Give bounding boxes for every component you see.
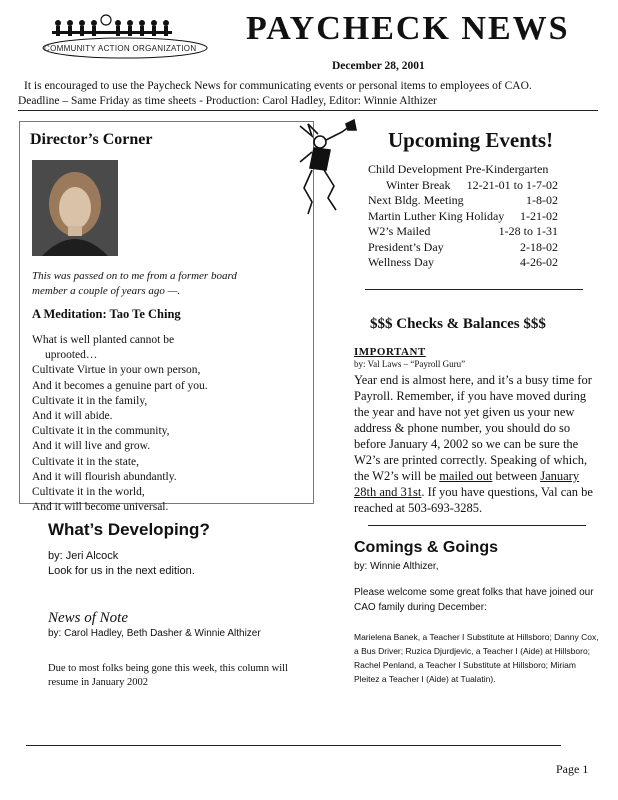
deadline-line: Deadline – Same Friday as time sheets - Production: Carol Hadley, Editor: Winnie Althizer <box>18 95 437 107</box>
header-rule <box>18 110 598 111</box>
whats-developing-heading: What’s Developing? <box>48 520 210 539</box>
issue-date: December 28, 2001 <box>332 60 425 72</box>
jester-trumpet-icon <box>290 118 360 218</box>
event-name: Next Bldg. Meeting <box>368 193 464 207</box>
checks-balances-heading: $$$ Checks & Balances $$$ <box>370 316 546 332</box>
poem-line: Cultivate it in the state, <box>32 455 139 468</box>
poem-line: And it will become universal. <box>32 501 169 514</box>
mailed-out-text: mailed out <box>439 469 493 483</box>
event-row <box>368 224 558 240</box>
comings-goings-intro: Please welcome some great folks that have joined our CAO family during December: <box>354 587 594 613</box>
event-row <box>368 193 558 209</box>
newsletter-title: PAYCHECK NEWS <box>246 10 570 47</box>
checks-text: between <box>492 469 541 483</box>
poem-line: Cultivate Virtue in your own person, <box>32 364 201 377</box>
checks-byline: by: Val Laws – “Payroll Guru” <box>354 359 466 369</box>
photo-caption: This was passed on to me from a former board member a couple of years ago —. <box>32 270 237 297</box>
event-name: Martin Luther King Holiday <box>368 208 505 223</box>
event-date: 1-21-02 <box>520 208 558 223</box>
checks-text: Year end is almost here, and it’s a busy time for Payroll. Remember, if you have moved during the year and have not yet given us your new address & phone number, you should do so before January 4, 2002 so we can be sure the W2’s are printed correctly. Speaking of which, the W2’s will be <box>354 373 592 483</box>
checks-text: . If you have questions, Val can be reached at 503-693-3285. <box>354 485 593 515</box>
poem-line: And it will abide. <box>32 410 113 423</box>
event-row <box>368 240 558 256</box>
w2-dates: January 28th and 31st <box>354 469 580 499</box>
event-date: 4-26-02 <box>520 255 558 269</box>
directors-corner-heading: Director’s Corner <box>30 131 153 148</box>
comings-goings-byline: by: Winnie Althizer, <box>354 561 439 572</box>
event-date: 12-21-01 to 1-7-02 <box>466 177 558 192</box>
event-date: 1-8-02 <box>526 193 558 207</box>
important-label: IMPORTANT <box>354 346 426 358</box>
whats-developing-byline: by: Jeri Alcock <box>48 550 119 562</box>
events-list <box>368 162 558 271</box>
event-row <box>368 178 558 194</box>
page-number: Page 1 <box>556 762 589 776</box>
news-of-note-byline: by: Carol Hadley, Beth Dasher & Winnie Althizer <box>48 628 261 639</box>
poem-line: Cultivate it in the community, <box>32 425 170 438</box>
header-note: It is encouraged to use the Paycheck News for communicating events or personal items to employees of CAO. <box>24 80 532 92</box>
poem-line: uprooted… <box>45 349 98 362</box>
meditation-poem <box>32 333 208 515</box>
event-row <box>368 162 558 178</box>
event-date: 2-18-02 <box>520 239 558 254</box>
cao-logo-figures <box>40 14 210 60</box>
new-employee-list: Marielena Banek, a Teacher I Substitute at Hillsboro; Danny Cox, a Bus Driver; Ruzica Djurdjevic, a Teacher I (Aide) at Hillsboro; Rachel Penland, a Teacher I Substitute at Hillsboro; Miriam Pleitez a Teacher I (Aide) at Tualatin). <box>354 632 599 684</box>
news-of-note-heading: News of Note <box>48 610 129 626</box>
event-name: President’s Day <box>368 239 444 254</box>
checks-body <box>354 372 594 516</box>
events-divider <box>365 289 583 290</box>
event-row <box>368 209 558 225</box>
event-name: Winter Break <box>386 177 451 192</box>
whats-developing-text: Look for us in the next edition. <box>48 565 195 577</box>
poem-line: Cultivate it in the world, <box>32 486 145 499</box>
checks-divider <box>368 525 586 526</box>
poem-line: Cultivate it in the family, <box>32 394 148 407</box>
comings-goings-heading: Comings & Goings <box>354 539 498 556</box>
news-of-note-text: Due to most folks being gone this week, this column will resume in January 2002 <box>48 663 289 688</box>
poem-line: And it will live and grow. <box>32 440 151 453</box>
poem-line: And it becomes a genuine part of you. <box>32 379 208 392</box>
poem-line: What is well planted cannot be <box>32 334 175 346</box>
upcoming-events-heading: Upcoming Events! <box>388 128 554 152</box>
meditation-title: A Meditation: Tao Te Ching <box>32 307 181 321</box>
event-name: Wellness Day <box>368 255 435 269</box>
footer-rule <box>26 745 561 746</box>
event-name: W2’s Mailed <box>368 224 431 238</box>
poem-line: And it will flourish abundantly. <box>32 470 177 483</box>
logo-text: COMMUNITY ACTION ORGANIZATION <box>44 44 197 53</box>
event-date: 1-28 to 1-31 <box>498 224 558 238</box>
event-row <box>368 255 558 271</box>
event-name: Child Development Pre-Kindergarten <box>368 162 549 176</box>
director-photo <box>32 160 118 256</box>
